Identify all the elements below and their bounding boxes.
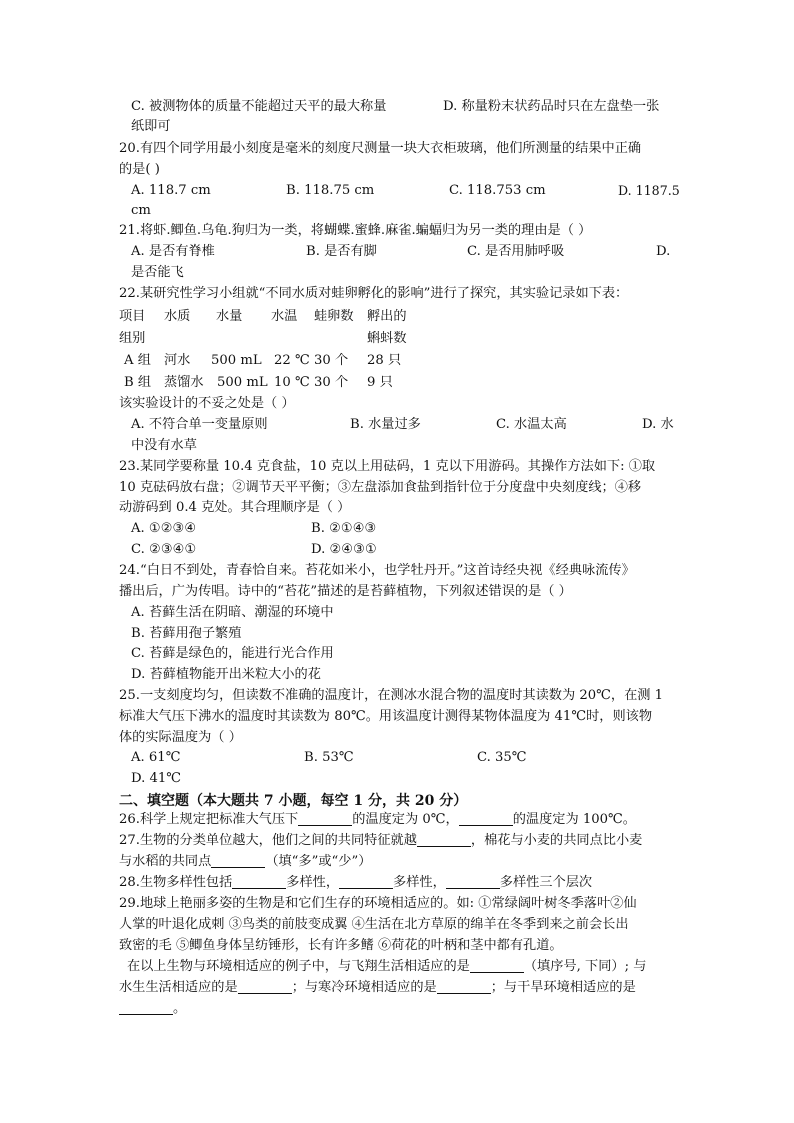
q23-option-a: A. ①②③④ (131, 521, 197, 536)
q27-text: （填“多”或“少”） (265, 854, 372, 869)
q26-text: 26.科学上规定把标准大气压下 (119, 812, 299, 827)
answer-blank[interactable] (417, 833, 471, 847)
table-header-cell: 水量 (216, 309, 243, 324)
q20-option-c: C. 118.753 cm (449, 183, 546, 198)
q29-line1: 29.地球上艳丽多姿的生物是和它们生存的环境相适应的。如: ①常绿阔叶树冬季落叶②仙 (119, 896, 637, 911)
q29-line6 (119, 1000, 186, 1018)
table-header-cell: 组别 (119, 331, 146, 346)
q23-option-b: B. ②①④③ (311, 521, 377, 536)
q21-option-d-cont: 是否能飞 (131, 265, 184, 280)
q20-stem-line1: 20.有四个同学用最小刻度是毫米的刻度尺测量一块大衣柜玻璃，他们所测量的结果中正确 (119, 141, 642, 156)
q23-stem-line2: 10 克砝码放右盘；②调节天平平衡；③左盘添加食盐到指针位于分度盘中央刻度线；④移 (119, 480, 642, 495)
table-header-cell: 蛙卵数 (314, 309, 354, 324)
table-cell: 蒸馏水 (164, 375, 204, 390)
q22-question: 该实验设计的不妥之处是（ ） (119, 396, 295, 411)
q25-stem-line3: 体的实际温度为（ ） (119, 730, 242, 745)
q25-option-b: B. 53℃ (304, 750, 354, 765)
q21-option-c: C. 是否用肺呼吸 (467, 244, 565, 259)
q27-text: 与水稻的共同点 (119, 854, 212, 869)
table-header-cell: 蝌蚪数 (367, 331, 407, 346)
q27-line1 (119, 832, 642, 850)
q23-stem-line1: 23.某同学要称量 10.4 克食盐，10 克以上用砝码，1 克以下用游码。其操作方法如下: ①取 (119, 459, 656, 474)
table-header-cell: 项目 (119, 309, 146, 324)
table-cell: 28 只 (367, 353, 402, 368)
q29-line5 (119, 979, 636, 997)
q22-stem: 22.某研究性学习小组就“不同水质对蛙卵孵化的影响”进行了探究，其实验记录如下表： (119, 286, 629, 301)
q29-text: （填序号, 下同）; 与 (523, 959, 647, 974)
answer-blank[interactable] (232, 875, 286, 889)
q19-option-d: D. 称量粉末状药品时只在左盘垫一张 (443, 99, 660, 114)
q29-line4 (127, 958, 646, 976)
q27-line2 (119, 853, 371, 871)
q25-stem-line2: 标准大气压下沸水的温度时其读数为 80℃。用该温度计测得某物体温度为 41℃时，则该物 (119, 709, 653, 724)
q29-text: ；与寒冷环境相适应的是 (291, 980, 437, 995)
q20-option-a: A. 118.7 cm (131, 183, 211, 198)
q21-option-d: D. (656, 244, 671, 259)
q29-text: 水生生活相适应的是 (119, 980, 238, 995)
q27-text: ，棉花与小麦的共同点比小麦 (470, 833, 643, 848)
q27-text: 27.生物的分类单位越大，他们之间的共同特征就越 (119, 833, 417, 848)
q29-text: ；与干旱环境相适应的是 (490, 980, 636, 995)
table-header-cell: 水质 (164, 309, 191, 324)
q23-option-d: D. ②④③① (311, 542, 377, 557)
q20-option-d: D. 1187.5 (618, 183, 680, 198)
q25-option-a: A. 61℃ (131, 750, 181, 765)
answer-blank[interactable] (211, 854, 265, 868)
q25-option-d: D. 41℃ (131, 771, 182, 786)
q23-option-c: C. ②③④① (131, 542, 197, 557)
table-cell: 10 ℃ (274, 375, 310, 390)
q26-text: 的温度定为 100℃。 (512, 812, 636, 827)
q28-text: 28.生物多样性包括 (119, 875, 233, 890)
q24-option-c: C. 苔藓是绿色的，能进行光合作用 (131, 646, 334, 661)
q28-text: 多样性， (393, 875, 446, 890)
q28-line (119, 874, 592, 892)
table-cell: 22 ℃ (274, 353, 310, 368)
section-title-fill-in: 二、填空题（本大题共 7 小题，每空 1 分，共 20 分） (119, 793, 468, 809)
q22-option-b: B. 水量过多 (350, 417, 421, 432)
q19-option-d-cont: 纸即可 (131, 119, 171, 134)
q21-stem: 21.将虾.鲫鱼.乌龟.狗归为一类，将蝴蝶.蜜蜂.麻雀.蝙蝠归为另一类的理由是（ ） (119, 223, 592, 238)
q22-option-d-cont: 中没有水草 (131, 438, 197, 453)
answer-blank[interactable] (238, 980, 292, 994)
q28-text: 多样性， (286, 875, 340, 890)
q24-stem-line1: 24.“白日不到处，青春恰自来。苔花如米小，也学牡丹开。”这首诗经央视《经典咏流传》 (119, 563, 635, 578)
table-cell: B 组 (124, 375, 152, 390)
table-cell: 河水 (164, 353, 191, 368)
answer-blank[interactable] (119, 1001, 173, 1015)
q19-option-c: C. 被测物体的质量不能超过天平的最大称量 (131, 99, 387, 114)
table-cell: A 组 (124, 353, 151, 368)
q29-line3: 致密的毛 ⑤鲫鱼身体呈纺锤形，长有许多鳍 ⑥荷花的叶柄和茎中都有孔道。 (119, 938, 563, 953)
q26-text: 的温度定为 0℃， (352, 812, 459, 827)
answer-blank[interactable] (459, 812, 513, 826)
answer-blank[interactable] (470, 959, 524, 973)
table-cell: 30 个 (314, 353, 349, 368)
q20-option-d-cont: cm (131, 203, 151, 218)
answer-blank[interactable] (339, 875, 393, 889)
q22-option-d: D. 水 (642, 417, 674, 432)
q21-option-a: A. 是否有脊椎 (131, 244, 215, 259)
q24-option-d: D. 苔藓植物能开出米粒大小的花 (131, 667, 321, 682)
table-header-cell: 水温 (271, 309, 298, 324)
q23-stem-line3: 动游码到 0.4 克处。其合理顺序是（ ） (119, 500, 351, 515)
q28-text: 多样性三个层次 (499, 875, 593, 890)
q29-text: 在以上生物与环境相适应的例子中，与飞翔生活相适应的是 (127, 959, 470, 974)
q22-option-c: C. 水温太高 (496, 417, 567, 432)
table-cell: 30 个 (314, 375, 349, 390)
q24-option-b: B. 苔藓用孢子繁殖 (131, 626, 242, 641)
q22-option-a: A. 不符合单一变量原则 (131, 417, 268, 432)
answer-blank[interactable] (446, 875, 500, 889)
q29-line2: 人掌的叶退化成刺 ③鸟类的前肢变成翼 ④生活在北方草原的绵羊在冬季到来之前会长出 (119, 917, 629, 932)
table-header-cell: 孵出的 (367, 309, 407, 324)
q24-option-a: A. 苔藓生活在阴暗、潮湿的环境中 (131, 605, 334, 620)
q20-option-b: B. 118.75 cm (286, 183, 375, 198)
q25-option-c: C. 35℃ (477, 750, 527, 765)
table-cell: 500 mL (211, 353, 262, 368)
table-cell: 9 只 (367, 375, 393, 390)
q20-stem-line2: 的是( ) (119, 162, 160, 177)
table-cell: 500 mL (217, 375, 268, 390)
answer-blank[interactable] (437, 980, 491, 994)
q26-line (119, 811, 636, 829)
answer-blank[interactable] (298, 812, 352, 826)
q24-stem-line2: 播出后，广为传唱。诗中的“苔花”描述的是苔藓植物，下列叙述错误的是（ ） (119, 584, 572, 599)
q29-text: 。 (173, 1001, 187, 1016)
q21-option-b: B. 是否有脚 (306, 244, 377, 259)
q25-stem-line1: 25.一支刻度均匀，但读数不准确的温度计，在测冰水混合物的温度时其读数为 20℃，在测 1 (119, 688, 664, 703)
